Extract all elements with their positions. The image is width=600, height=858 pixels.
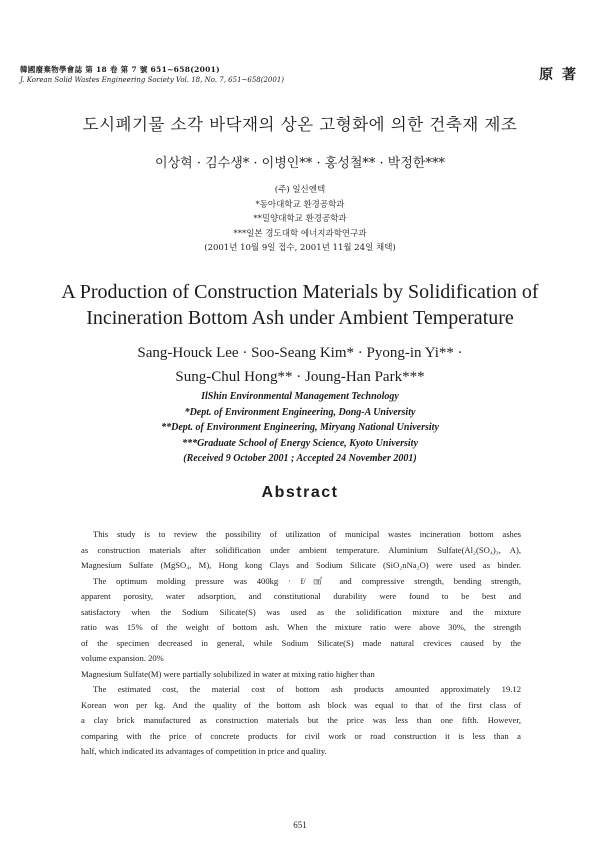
abstract-line: This study is to review the possibility of utilization of municipal wastes incineration bottom ashes [93, 529, 521, 539]
abstract-body [81, 527, 521, 760]
abstract-line: satisfactory when the Sodium Silicate(S) was used as the solidification mixture and the mixture [81, 606, 521, 617]
english-affiliations [0, 389, 600, 467]
abstract-line: volume expansion. 20% [81, 653, 164, 663]
abstract-heading: Abstract [261, 484, 339, 501]
korean-received-dates: (2001년 10월 9일 접수, 2001년 11월 24일 채택) [204, 243, 396, 253]
english-affiliation: IlShin Environmental Management Technology [201, 391, 399, 402]
journal-citation-korean: 韓國廢棄物學會誌 第 18 卷 第 7 號 651~658(2001) [20, 65, 220, 74]
korean-affiliation: *동아대학교 환경공학과 [255, 199, 345, 210]
english-affiliation: ***Graduate School of Energy Science, Kyoto University [182, 437, 418, 449]
abstract-line: half, which indicated its advantages of competition in price and quality. [81, 746, 327, 756]
page-number: 651 [293, 820, 307, 830]
korean-title: 도시폐기물 소각 바닥재의 상온 고형화에 의한 건축재 제조 [82, 115, 518, 134]
english-title [0, 279, 600, 331]
abstract-line: as construction materials after solidification under ambient temperature. Aluminium Sulfate(Al₂(SO₄)₃, A), [81, 544, 521, 555]
english-authors-line: Sang-Houck Lee · Soo-Seang Kim* · Pyong-in Yi** · [137, 345, 463, 361]
korean-affiliation: **밀양대학교 환경공학과 [253, 214, 347, 224]
english-title-line: A Production of Construction Materials by Solidification of [61, 281, 539, 303]
korean-affiliation: ***일본 경도대학 에너지과학연구과 [233, 228, 367, 239]
korean-affiliation: (주) 일신엔텍 [274, 185, 326, 195]
abstract-line: a clay brick manufactured as construction materials but the price was less than one fifth. However, [81, 715, 521, 725]
english-affiliation: **Dept. of Environment Engineering, Miryang National University [161, 422, 439, 433]
english-authors [0, 341, 600, 389]
english-received-dates: (Received 9 October 2001 ; Accepted 24 November 2001) [183, 453, 417, 464]
abstract-line: comparing with the price of concrete products for civil work or road construction it is less than a [81, 730, 521, 741]
english-title-line: Incineration Bottom Ash under Ambient Temperature [86, 307, 514, 329]
journal-header [20, 64, 580, 86]
abstract-line: The optimum molding pressure was 400kg · f/㎠ and compressive strength, bending strength, [93, 575, 521, 586]
korean-authors: 이상혁 · 김수생* · 이병인** · 홍성철** · 박정한*** [155, 156, 445, 171]
abstract-line: of the specimen decreased in general, while Sodium Silicate(S) made natural crevices caused by the [81, 637, 521, 648]
english-authors-line: Sung-Chul Hong** · Joung-Han Park*** [175, 369, 425, 385]
article-type-label: 原 著 [539, 67, 578, 83]
abstract-line: ratio was 15% of the weight of bottom ash. When the mixture ratio were above 30%, the strength [81, 622, 521, 632]
abstract-line: Korean won per kg. And the quality of the bottom ash block was equal to that of the first class of [81, 699, 521, 710]
abstract-line: Magnesium Sulfate(M) were partially solubilized in water at mixing ratio higher than [81, 668, 375, 679]
korean-affiliations [0, 183, 600, 256]
journal-citation-english: J. Korean Solid Wastes Engineering Society Vol. 18, No. 7, 651~658(2001) [20, 76, 285, 84]
abstract-line: apparent porosity, water adsorption, and constitutional durability were found to be best and [81, 591, 521, 601]
abstract-line: Magnesium Sulfate (MgSO₄, M), Hong kong Clays and Sodium Silicate (SiO₂nNa₂O) were used as binder. [81, 560, 521, 570]
english-affiliation: *Dept. of Environment Engineering, Dong-A University [184, 406, 416, 418]
abstract-line: The estimated cost, the material cost of bottom ash products amounted approximately 19.12 [93, 684, 521, 694]
